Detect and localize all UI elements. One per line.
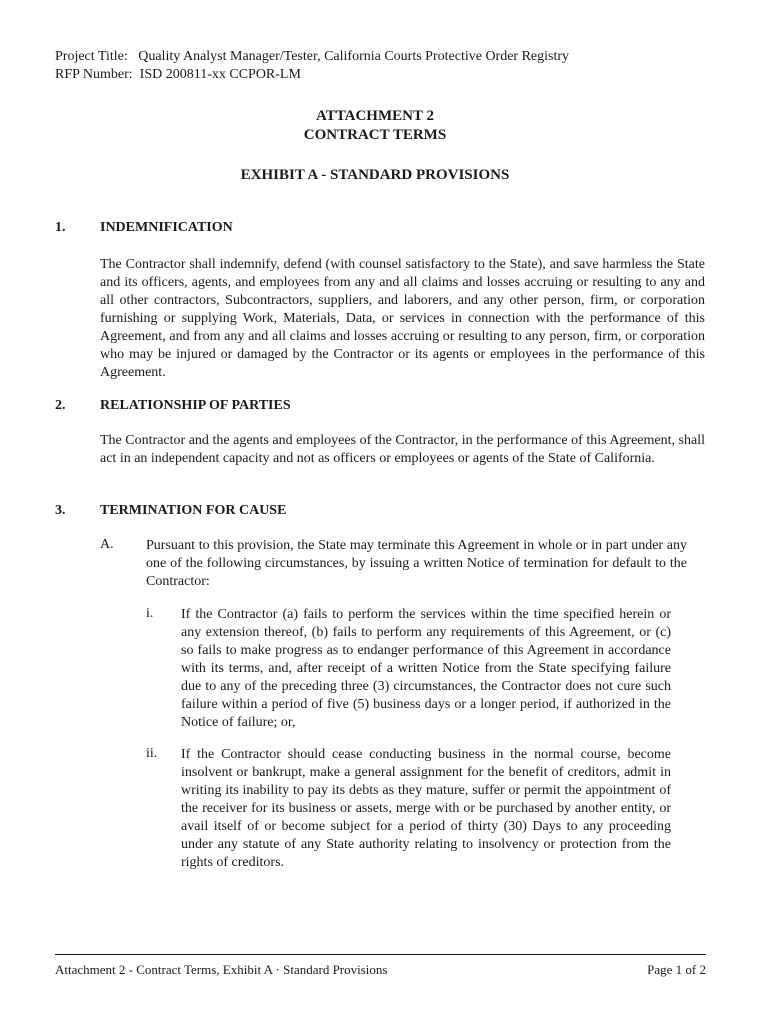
project-title-value: Quality Analyst Manager/Tester, California Courts Protective Order Registry <box>138 49 570 64</box>
document-header <box>55 48 569 84</box>
section-1-title: INDEMNIFICATION <box>100 220 233 235</box>
title-block <box>0 107 750 145</box>
section-1-number: 1. <box>55 220 66 235</box>
footer-divider <box>55 954 706 955</box>
project-title-label: Project Title: <box>55 49 128 64</box>
item-i-body: If the Contractor (a) fails to perform the services within the time specified herein or any extension thereof, (b) fails to perform any requirements of this Agreement, or (c) so fails to make progress as to endanger performance of this Agreement in accordance with its terms, and, after receipt of a written Notice from the State specifying failure due to any of the preceding three (3) circumstances, the Contractor does not cure such failure within a period of five (5) business days or a longer period, if authorized in the Notice of failure; or, <box>181 607 671 730</box>
item-ii-body: If the Contractor should cease conducting business in the normal course, become insolvent or bankrupt, make a general assignment for the benefit of creditors, admit in writing its inability to pay its debts as they mature, suffer or permit the appointment of the receiver for its business or assets, merge with or be purchased by another entity, or avail itself of or become subject for a period of thirty (30) Days to any proceeding under any statute of any State authority relating to insolvency or protection from the rights of creditors. <box>181 747 671 870</box>
subsection-a-body: Pursuant to this provision, the State may terminate this Agreement in whole or in part under any one of the following circumstances, by issuing a written Notice of termination for default to the Contractor: <box>146 538 687 589</box>
rfp-number-value: ISD 200811-xx CCPOR-LM <box>139 67 301 82</box>
section-2-number: 2. <box>55 398 66 413</box>
item-i-numeral: i. <box>146 606 154 621</box>
section-2-body: The Contractor and the agents and employees of the Contractor, in the performance of this Agreement, shall act in an independent capacity and not as officers or employees or agents of the State of California. <box>100 433 705 466</box>
section-3-title: TERMINATION FOR CAUSE <box>100 503 287 518</box>
rfp-number-label: RFP Number: <box>55 67 133 82</box>
item-ii-numeral: ii. <box>146 746 158 761</box>
rfp-number-line <box>55 66 569 84</box>
project-title-line <box>55 48 569 66</box>
footer-document-label: Attachment 2 - Contract Terms, Exhibit A · Standard Provisions <box>55 962 388 977</box>
contract-terms-title: CONTRACT TERMS <box>303 127 447 143</box>
section-3-number: 3. <box>55 503 66 518</box>
section-1-body: The Contractor shall indemnify, defend (with counsel satisfactory to the State), and save harmless the State and its officers, agents, and employees from any and all claims and losses accruing or resulting to any and all other contractors, Subcontractors, suppliers, and laborers, and any other person, firm, or corporation furnishing or supplying Work, Materials, Data, or services in connection with the performance of this Agreement, and from any and all claims and losses accruing or resulting to any person, firm, or corporation who may be injured or damaged by the Contractor or its agents or employees in the performance of this Agreement. <box>100 257 705 380</box>
exhibit-title: EXHIBIT A - STANDARD PROVISIONS <box>240 167 510 183</box>
attachment-title: ATTACHMENT 2 <box>316 108 434 124</box>
footer-page-number: Page 1 of 2 <box>647 962 706 977</box>
section-2-title: RELATIONSHIP OF PARTIES <box>100 398 291 413</box>
subsection-a-letter: A. <box>100 537 114 552</box>
